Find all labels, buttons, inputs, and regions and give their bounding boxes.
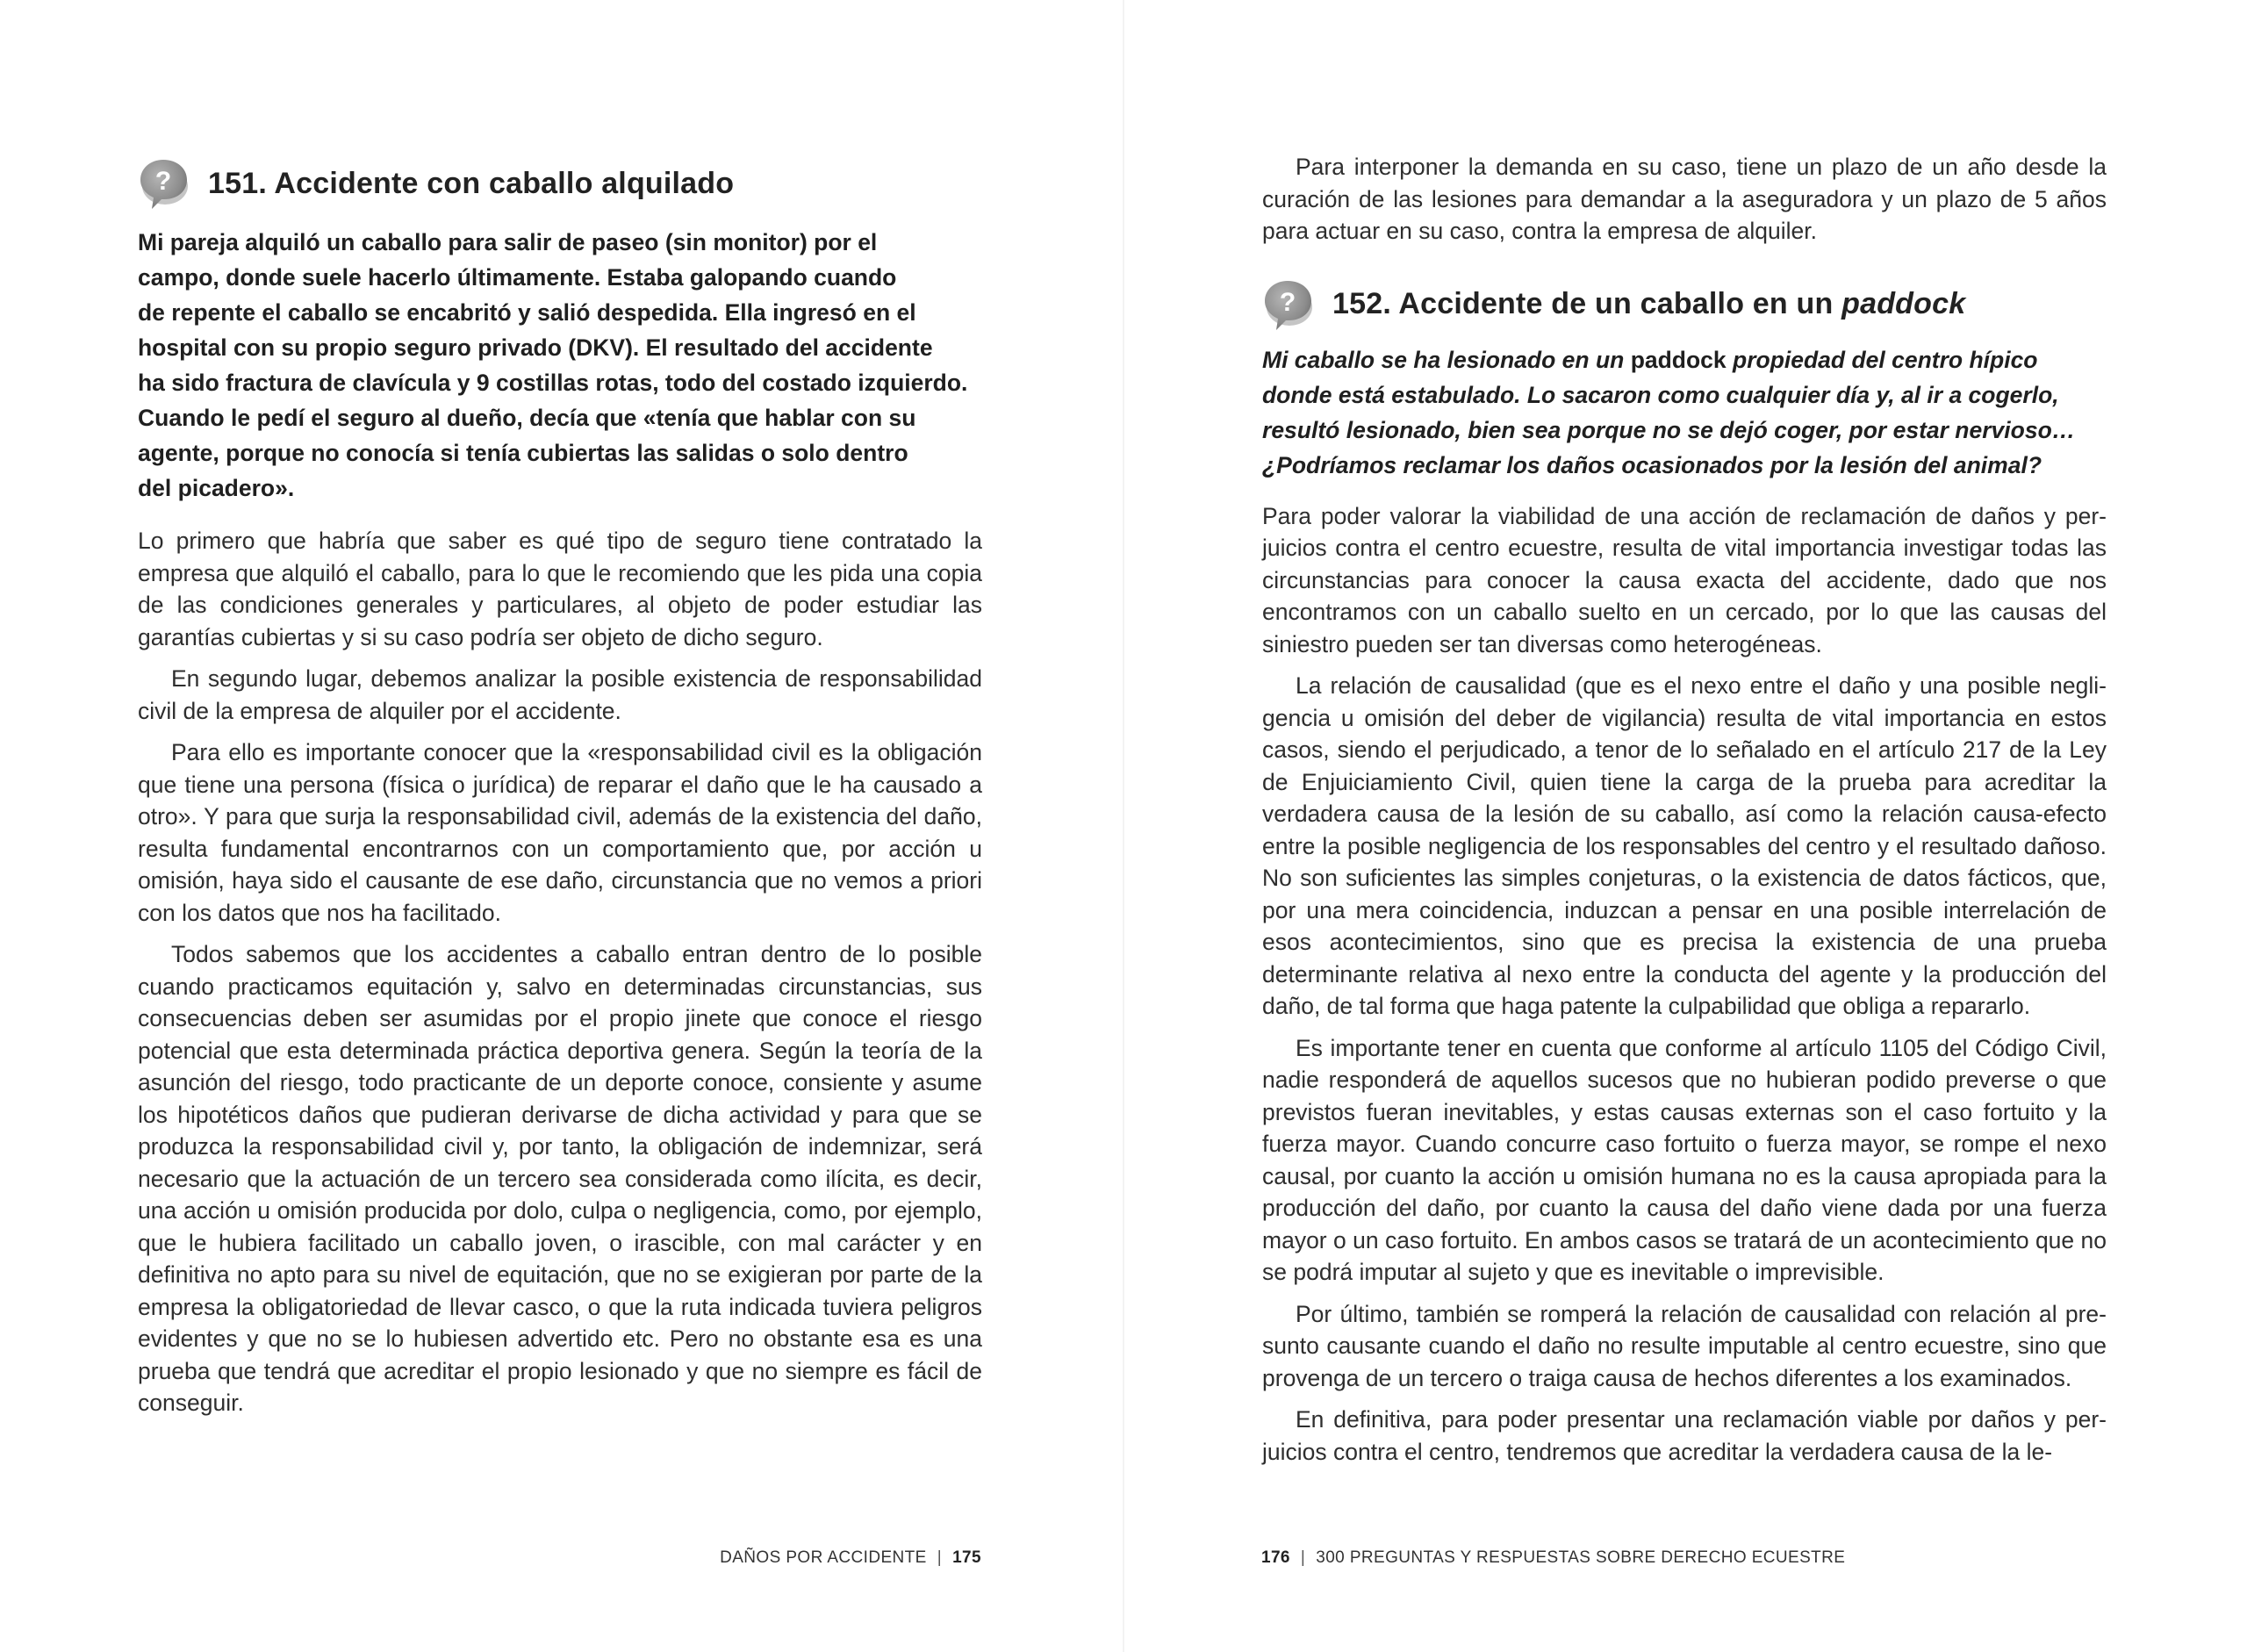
heading-title-emphasis: paddock — [1841, 287, 1966, 320]
reader-question — [138, 225, 982, 506]
question-line: ha sido fractura de clavícula y 9 costillas rotas, todo del costado izquierdo. — [138, 370, 968, 396]
question-heading-151 — [138, 154, 982, 212]
question-text: propiedad del centro hípico donde está estabulado. Lo sacaron como cualquier día y, al ir a cogerlo, resultó lesionado, bien sea porque no se dejó coger, por estar nervioso… ¿Podríamos reclamar los daños ocasionados por la lesión del animal? — [1262, 346, 2076, 478]
page-number: 175 — [952, 1548, 981, 1567]
heading-title — [1332, 287, 1965, 321]
heading-title: 151. Accidente con caballo alquilado — [208, 166, 735, 200]
answer-paragraph: En definitiva, para poder presentar una reclamación viable por daños y perjuicios contra el centro, tendremos que acreditar la verdadera causa de la le- — [1262, 1406, 2107, 1465]
question-heading-152 — [1262, 276, 2107, 334]
reader-question — [1262, 342, 2107, 483]
page-footer-right — [1261, 1548, 1845, 1568]
answer-paragraph: En segundo lugar, debemos analizar la posible existencia de responsabilidad civil de la empresa de alquiler por el accidente. — [138, 665, 982, 724]
heading-title-main: 152. Accidente de un caballo en un — [1332, 287, 1842, 320]
answer-paragraph: Para ello es importante conocer que la «responsabilidad civil es la obligación que tiene una persona (física o jurídica) de reparar el daño que le ha causado a otro». Y para que surja la responsabilidad civil, además de la existencia del daño, resulta fundamental encontrarnos con un comportamiento que, por acción u omisión, haya sido el causante de ese daño, circunstancia que no vemos a priori con los datos que nos ha facilitado. — [138, 739, 982, 926]
question-line: agente, porque no conocía si tenía cubiertas las salidas o solo dentro — [138, 440, 908, 466]
question-line: Cuando le pedí el seguro al dueño, decía que «tenía que hablar con su — [138, 405, 916, 431]
right-page — [1124, 0, 2247, 1652]
answer-paragraph: Lo primero que habría que saber es qué tipo de seguro tiene contratado la empresa que alquiló el caballo, para lo que le recomiendo que les pida una copia de las condiciones generales y particulares, al objeto de poder estudiar las garantías cubiertas y si su caso podría ser objeto de dicho seguro. — [138, 528, 982, 650]
question-line: hospital con su propio seguro privado (DKV). El resultado del accidente — [138, 334, 933, 361]
page-footer-left — [720, 1548, 981, 1568]
speech-bubble-question-icon — [1262, 276, 1315, 334]
page-number: 176 — [1261, 1548, 1290, 1567]
speech-bubble-question-icon — [138, 154, 190, 212]
running-section-title: DAÑOS POR ACCIDENTE — [720, 1548, 927, 1567]
answer-paragraph: Es importante tener en cuenta que conforme al artículo 1105 del Código Civil, nadie responderá de aquellos sucesos que no hubieran podido preverse o que previstos fueran inevitables, y estas causas externas son el caso fortuito y la fuerza mayor. Cuando concurre caso fortuito o fuerza mayor, se rompe el nexo causal, por cuanto la acción u omisión humana no es la causa apropiada para la producción del daño, por cuanto la causa del daño viene dada por una fuerza mayor o un caso fortuito. En ambos casos se tratará de un acontecimiento que no se podrá imputar al sujeto y que es inevitable o imprevisible. — [1262, 1034, 2107, 1285]
continued-paragraph: Para interponer la demanda en su caso, tiene un plazo de un año desde la curación de las lesiones para demandar a la aseguradora y un plazo de 5 años para actuar en su caso, contra la empresa de alquiler. — [1262, 154, 2107, 244]
question-line: Mi pareja alquiló un caballo para salir de paseo (sin monitor) por el — [138, 229, 878, 255]
right-text-column — [1262, 151, 2107, 1468]
question-line: campo, donde suele hacerlo últimamente. Estaba galopando cuando — [138, 264, 897, 291]
question-term: paddock — [1630, 346, 1727, 373]
answer-paragraph: La relación de causalidad (que es el nexo entre el daño y una posible negligencia u omisión del deber de vigilancia) resulta de vital importancia en estos casos, siendo el perjudicado, a tenor de lo señalado en el artículo 217 de la Ley de Enjuiciamiento Civil, quien tiene la carga de la prueba para acreditar la verdadera causa de la lesión de su caballo, así como la relación causa-efecto entre la posible negligencia de los responsables del centro y el resultado dañoso. No son suficientes las simples conjeturas, o la existencia de datos fácticos, que, por una mera coincidencia, induzcan a pensar en una posible interrelación de esos acontecimientos, sino que es precisa la existencia de una prueba determinante relativa al nexo entre la conducta del agente y la producción del daño, de tal forma que haga patente la culpabilidad que obliga a repararlo. — [1262, 672, 2107, 1019]
question-line: del picadero». — [138, 475, 295, 501]
footer-separator: | — [937, 1548, 943, 1567]
running-book-title: 300 PREGUNTAS Y RESPUESTAS SOBRE DERECHO ECUESTRE — [1316, 1548, 1846, 1567]
answer-paragraph: Todos sabemos que los accidentes a caballo entran dentro de lo posible cuando practicamos equitación y, salvo en determinadas circunstancias, sus consecuencias deben ser asumidas por el propio jinete que conoce el riesgo potencial que esta determinada práctica deportiva genera. Según la teoría de la asunción del riesgo, todo practicante de un deporte conoce, consiente y asume los hipotéticos daños que pudieran derivarse de dicha actividad y para que se produzca la responsabilidad civil y, por tanto, la obligación de indemnizar, será necesario que la actuación de un tercero sea considerada como ilícita, es decir, una acción u omisión producida por dolo, culpa o negligencia, como, por ejemplo, que le hubiera facilitado un caballo joven, o irascible, con mal carácter y en definitiva no apto para su nivel de equitación, que no se exigieran por parte de la empresa la obligatoriedad de llevar casco, o que la ruta indicada tuviera peligros evidentes y que no se lo hubiesen advertido etc. Pero no obstante esa es una prueba que tendrá que acreditar el propio lesionado y que no siempre es fácil de conseguir. — [138, 941, 982, 1416]
answer-paragraph: Por último, también se romperá la relación de causalidad con relación al presunto causante cuando el daño no resulte imputable al centro ecuestre, sino que provenga de un tercero o traiga causa de hechos diferentes a los examinados. — [1262, 1300, 2107, 1391]
left-text-column — [138, 154, 982, 1419]
answer-paragraph: Para poder valorar la viabilidad de una acción de reclamación de daños y perjuicios contra el centro ecuestre, resulta de vital importancia investigar todas las circunstancias para conocer la causa exacta del accidente, dado que nos encontramos con un caballo suelto en un cercado, por lo que las causas del siniestro pueden ser tan diversas como heterogéneas. — [1262, 502, 2107, 657]
svg-text:?: ? — [1279, 287, 1296, 317]
svg-text:?: ? — [154, 167, 172, 196]
footer-separator: | — [1300, 1548, 1306, 1567]
question-text: Mi caballo se ha lesionado en un — [1262, 346, 1631, 373]
question-line: de repente el caballo se encabritó y salió despedida. Ella ingresó en el — [138, 299, 916, 326]
